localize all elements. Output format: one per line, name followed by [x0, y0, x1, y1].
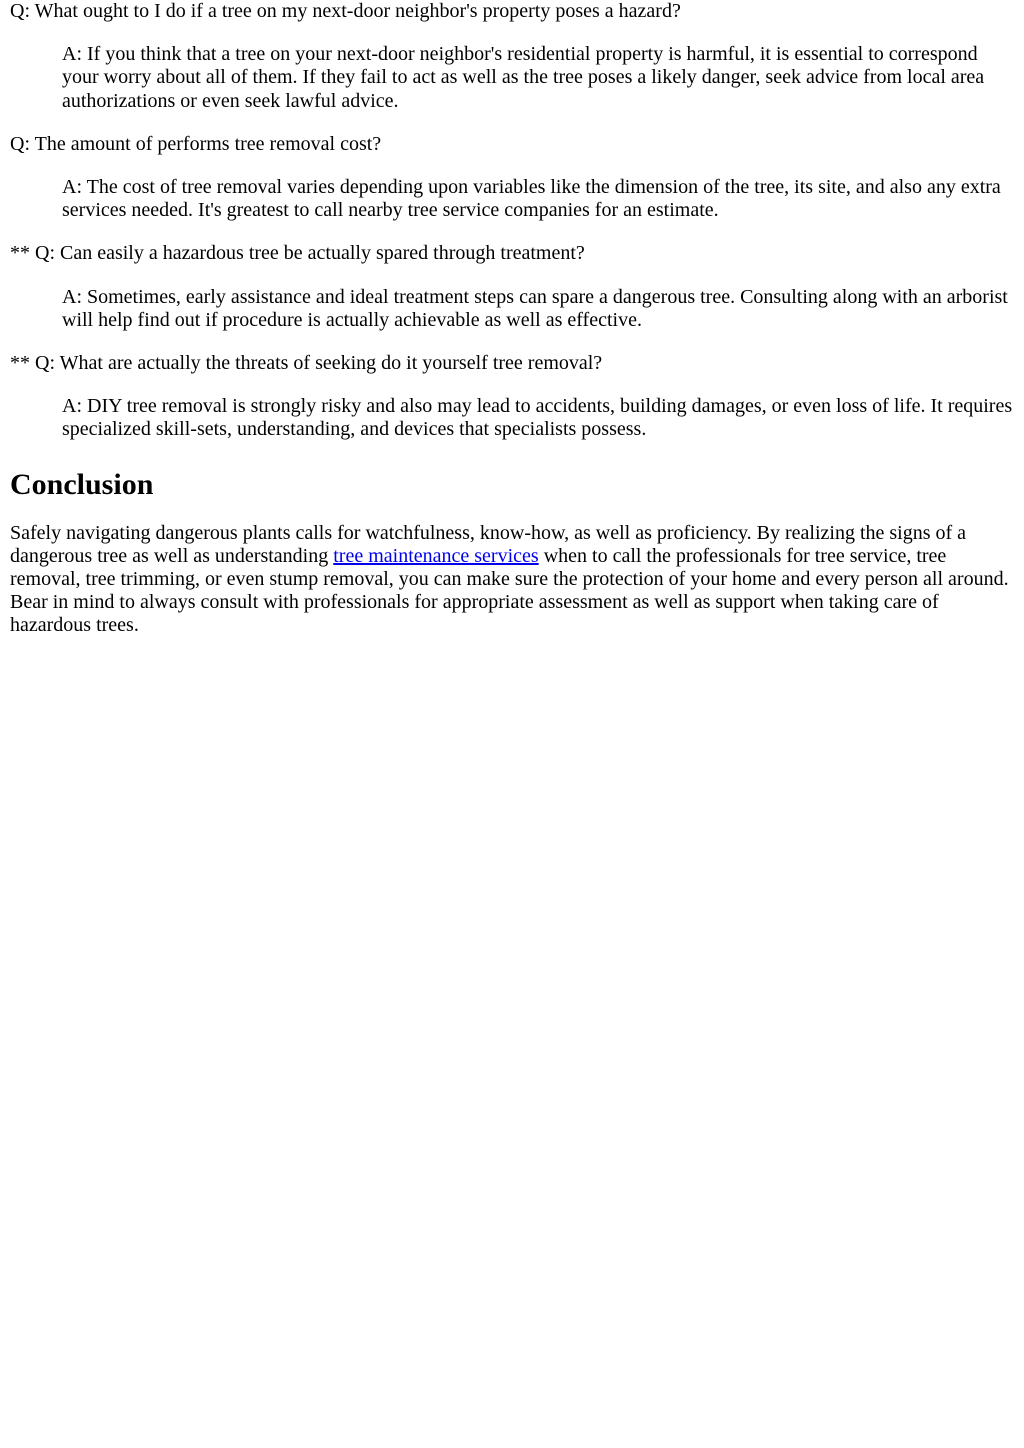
document-page	[0, 0, 1024, 638]
faq-answer: A: The cost of tree removal varies depending upon variables like the dimension of the tree, its site, and also any extra services needed. It's greatest to call nearby tree service companies for an estimate.	[62, 176, 1001, 222]
faq-answer: A: If you think that a tree on your next-door neighbor's residential property is harmful, it is essential to correspond your worry about all of them. If they fail to act as well as the tree poses a likely danger, seek advice from local area authorizations or even seek lawful advice.	[62, 43, 985, 112]
conclusion-heading: Conclusion	[10, 467, 154, 501]
faq-question: ** Q: Can easily a hazardous tree be actually spared through treatment?	[10, 242, 585, 265]
faq-question: ** Q: What are actually the threats of seeking do it yourself tree removal?	[10, 352, 603, 375]
faq-item	[10, 242, 1016, 332]
faq-item	[10, 0, 1016, 113]
faq-item	[10, 133, 1016, 223]
tree-maintenance-services-link[interactable]: tree maintenance services	[333, 544, 539, 567]
faq-question: Q: What ought to I do if a tree on my next-door neighbor's property poses a hazard?	[10, 0, 681, 22]
conclusion-paragraph	[10, 522, 1016, 638]
faq-answer: A: DIY tree removal is strongly risky and also may lead to accidents, building damages, or even loss of life. It requires specialized skill-sets, understanding, and devices that specialists possess.	[62, 395, 1013, 441]
faq-answer: A: Sometimes, early assistance and ideal treatment steps can spare a dangerous tree. Consulting along with an arborist will help find out if procedure is actually achievable as well as effective.	[62, 285, 1008, 331]
faq-question: Q: The amount of performs tree removal cost?	[10, 132, 382, 155]
conclusion-text-before-link: Safely navigating dangerous plants calls for watchfulness, know-how, as well as proficiency. By realizing the signs of a dangerous tree as well as understanding	[10, 521, 967, 567]
faq-item	[10, 352, 1016, 442]
conclusion-text-after-link: when to call the professionals for tree service, tree removal, tree trimming, or even stump removal, you can make sure the protection of your home and every person all around. Bear in mind to always consult with professionals for appropriate assessment as well as support when taking care of hazardous trees.	[10, 544, 1009, 637]
